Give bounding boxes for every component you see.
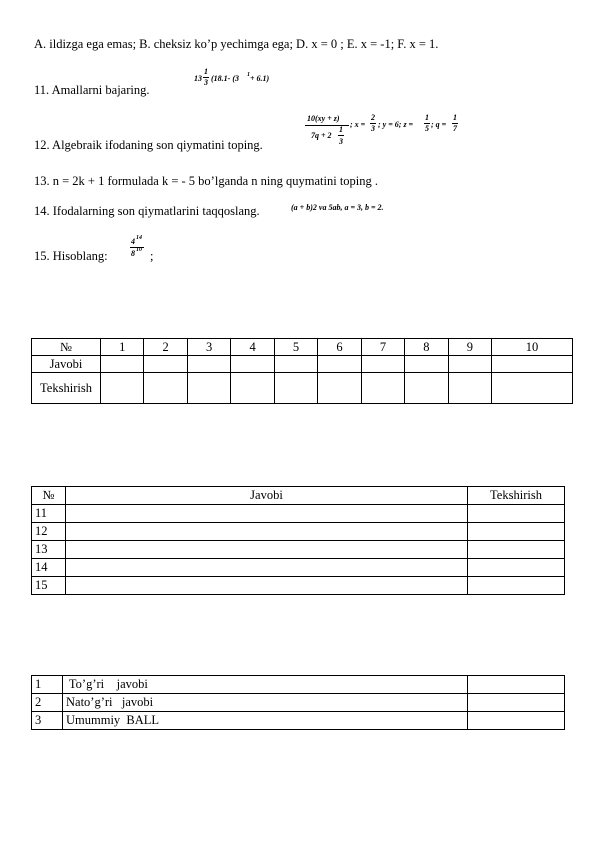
row-number: 3 — [32, 712, 63, 730]
q14-expression: (a + b)2 va 5ab, a = 3, b = 2. — [291, 203, 384, 212]
q12-den-den: 3 — [339, 137, 343, 146]
q15-num: 4 — [131, 237, 135, 246]
check-cell[interactable] — [361, 373, 404, 404]
q12-den: 7q + 2 — [311, 131, 332, 140]
header-cell: 5 — [274, 339, 317, 356]
header-cell: 3 — [187, 339, 230, 356]
row-number: 12 — [32, 523, 66, 541]
q12-x-num: 2 — [371, 113, 375, 122]
row-label: Nato’g’ri javobi — [63, 694, 468, 712]
answer-options-line: A. ildizga ega emas; B. cheksiz ko’p yechimga ega; D. x = 0 ; E. x = -1; F. x = 1. — [34, 37, 439, 51]
header-cell: 8 — [405, 339, 448, 356]
q12-y: ; y = 6; z = — [378, 120, 414, 129]
q15-tail: ; — [150, 249, 154, 263]
row-label: Javobi — [32, 356, 101, 373]
q15-num-sup: 14 — [136, 235, 142, 241]
q12-cond: ; x = — [350, 120, 366, 129]
check-cell[interactable] — [187, 373, 230, 404]
header-cell: 9 — [448, 339, 491, 356]
row-number: 1 — [32, 676, 63, 694]
header-cell: № — [32, 339, 101, 356]
q12-x-den: 3 — [371, 124, 375, 133]
q12-num: 10(xy + z) — [307, 114, 340, 123]
check-cell[interactable] — [274, 373, 317, 404]
q11-den: 3 — [204, 78, 208, 87]
q11-sup: 1 — [247, 72, 250, 78]
check-cell[interactable] — [448, 373, 491, 404]
answer-grid-header — [32, 339, 573, 356]
header-cell: 6 — [318, 339, 361, 356]
check-cell[interactable] — [144, 373, 187, 404]
check-cell[interactable] — [468, 577, 565, 595]
header-cell: 2 — [144, 339, 187, 356]
answer-grid-row-tekshirish — [32, 373, 573, 404]
check-cell[interactable] — [101, 373, 144, 404]
question-15: 15. Hisoblang: — [34, 249, 108, 263]
q11-int: 13 — [194, 74, 202, 83]
row-number: 2 — [32, 694, 63, 712]
answer-cell[interactable] — [101, 356, 144, 373]
answer-cell[interactable] — [66, 577, 468, 595]
header-cell: 7 — [361, 339, 404, 356]
answer-cell[interactable] — [448, 356, 491, 373]
score-table — [31, 675, 565, 730]
table-row — [32, 676, 565, 694]
q12-den-num: 1 — [339, 125, 343, 134]
q12-q: ; q = — [431, 120, 447, 129]
q12-q-num: 1 — [453, 113, 457, 122]
answer-grid-table — [31, 338, 573, 404]
check-cell[interactable] — [468, 559, 565, 577]
q15-den: 8 — [131, 249, 135, 258]
q11-rest: (18.1- (3 — [211, 74, 239, 83]
answer-cell[interactable] — [144, 356, 187, 373]
header-cell: 4 — [231, 339, 274, 356]
check-cell[interactable] — [468, 541, 565, 559]
header-cell: Tekshirish — [468, 487, 565, 505]
row-number: 15 — [32, 577, 66, 595]
answer-cell[interactable] — [492, 356, 573, 373]
q12-q-den: 7 — [453, 124, 457, 133]
answer-cell[interactable] — [231, 356, 274, 373]
answer-cell[interactable] — [361, 356, 404, 373]
table-row — [32, 505, 565, 523]
check-cell[interactable] — [231, 373, 274, 404]
row-number: 11 — [32, 505, 66, 523]
answer-cell[interactable] — [187, 356, 230, 373]
check-cell[interactable] — [318, 373, 361, 404]
check-cell[interactable] — [468, 505, 565, 523]
answer-cell[interactable] — [66, 523, 468, 541]
answer-cell[interactable] — [318, 356, 361, 373]
table-row — [32, 577, 565, 595]
question-12: 12. Algebraik ifodaning son qiymatini toping. — [34, 138, 263, 152]
header-cell: № — [32, 487, 66, 505]
answer-cell[interactable] — [274, 356, 317, 373]
row-number: 14 — [32, 559, 66, 577]
answer-cell[interactable] — [66, 541, 468, 559]
question-13: 13. n = 2k + 1 formulada k = - 5 bo’lganda n ning quymatini toping . — [34, 174, 379, 188]
table-row — [32, 559, 565, 577]
score-cell[interactable] — [468, 676, 565, 694]
row-label: Umummiy BALL — [63, 712, 468, 730]
check-cell[interactable] — [492, 373, 573, 404]
header-cell: 1 — [101, 339, 144, 356]
check-cell[interactable] — [405, 373, 448, 404]
table-row — [32, 712, 565, 730]
answers-table-header — [32, 487, 565, 505]
answer-grid-row-javobi — [32, 356, 573, 373]
header-cell: Javobi — [66, 487, 468, 505]
table-row — [32, 541, 565, 559]
row-number: 13 — [32, 541, 66, 559]
check-cell[interactable] — [468, 523, 565, 541]
table-row — [32, 523, 565, 541]
answer-cell[interactable] — [66, 559, 468, 577]
row-label: Tekshirish — [32, 373, 101, 404]
answer-cell[interactable] — [405, 356, 448, 373]
score-cell[interactable] — [468, 694, 565, 712]
answer-cell[interactable] — [66, 505, 468, 523]
answers-table — [31, 486, 565, 595]
q11-end: + 6.1) — [250, 74, 270, 83]
header-cell: 10 — [492, 339, 573, 356]
q11-num: 1 — [204, 67, 208, 76]
row-label: To’g’ri javobi — [63, 676, 468, 694]
q15-den-sup: 10 — [136, 247, 142, 253]
q12-z-den: 5 — [425, 124, 429, 133]
question-14: 14. Ifodalarning son qiymatlarini taqqoslang. — [34, 204, 260, 218]
question-11: 11. Amallarni bajaring. — [34, 83, 150, 97]
table-row — [32, 694, 565, 712]
score-cell[interactable] — [468, 712, 565, 730]
q12-z-num: 1 — [425, 113, 429, 122]
